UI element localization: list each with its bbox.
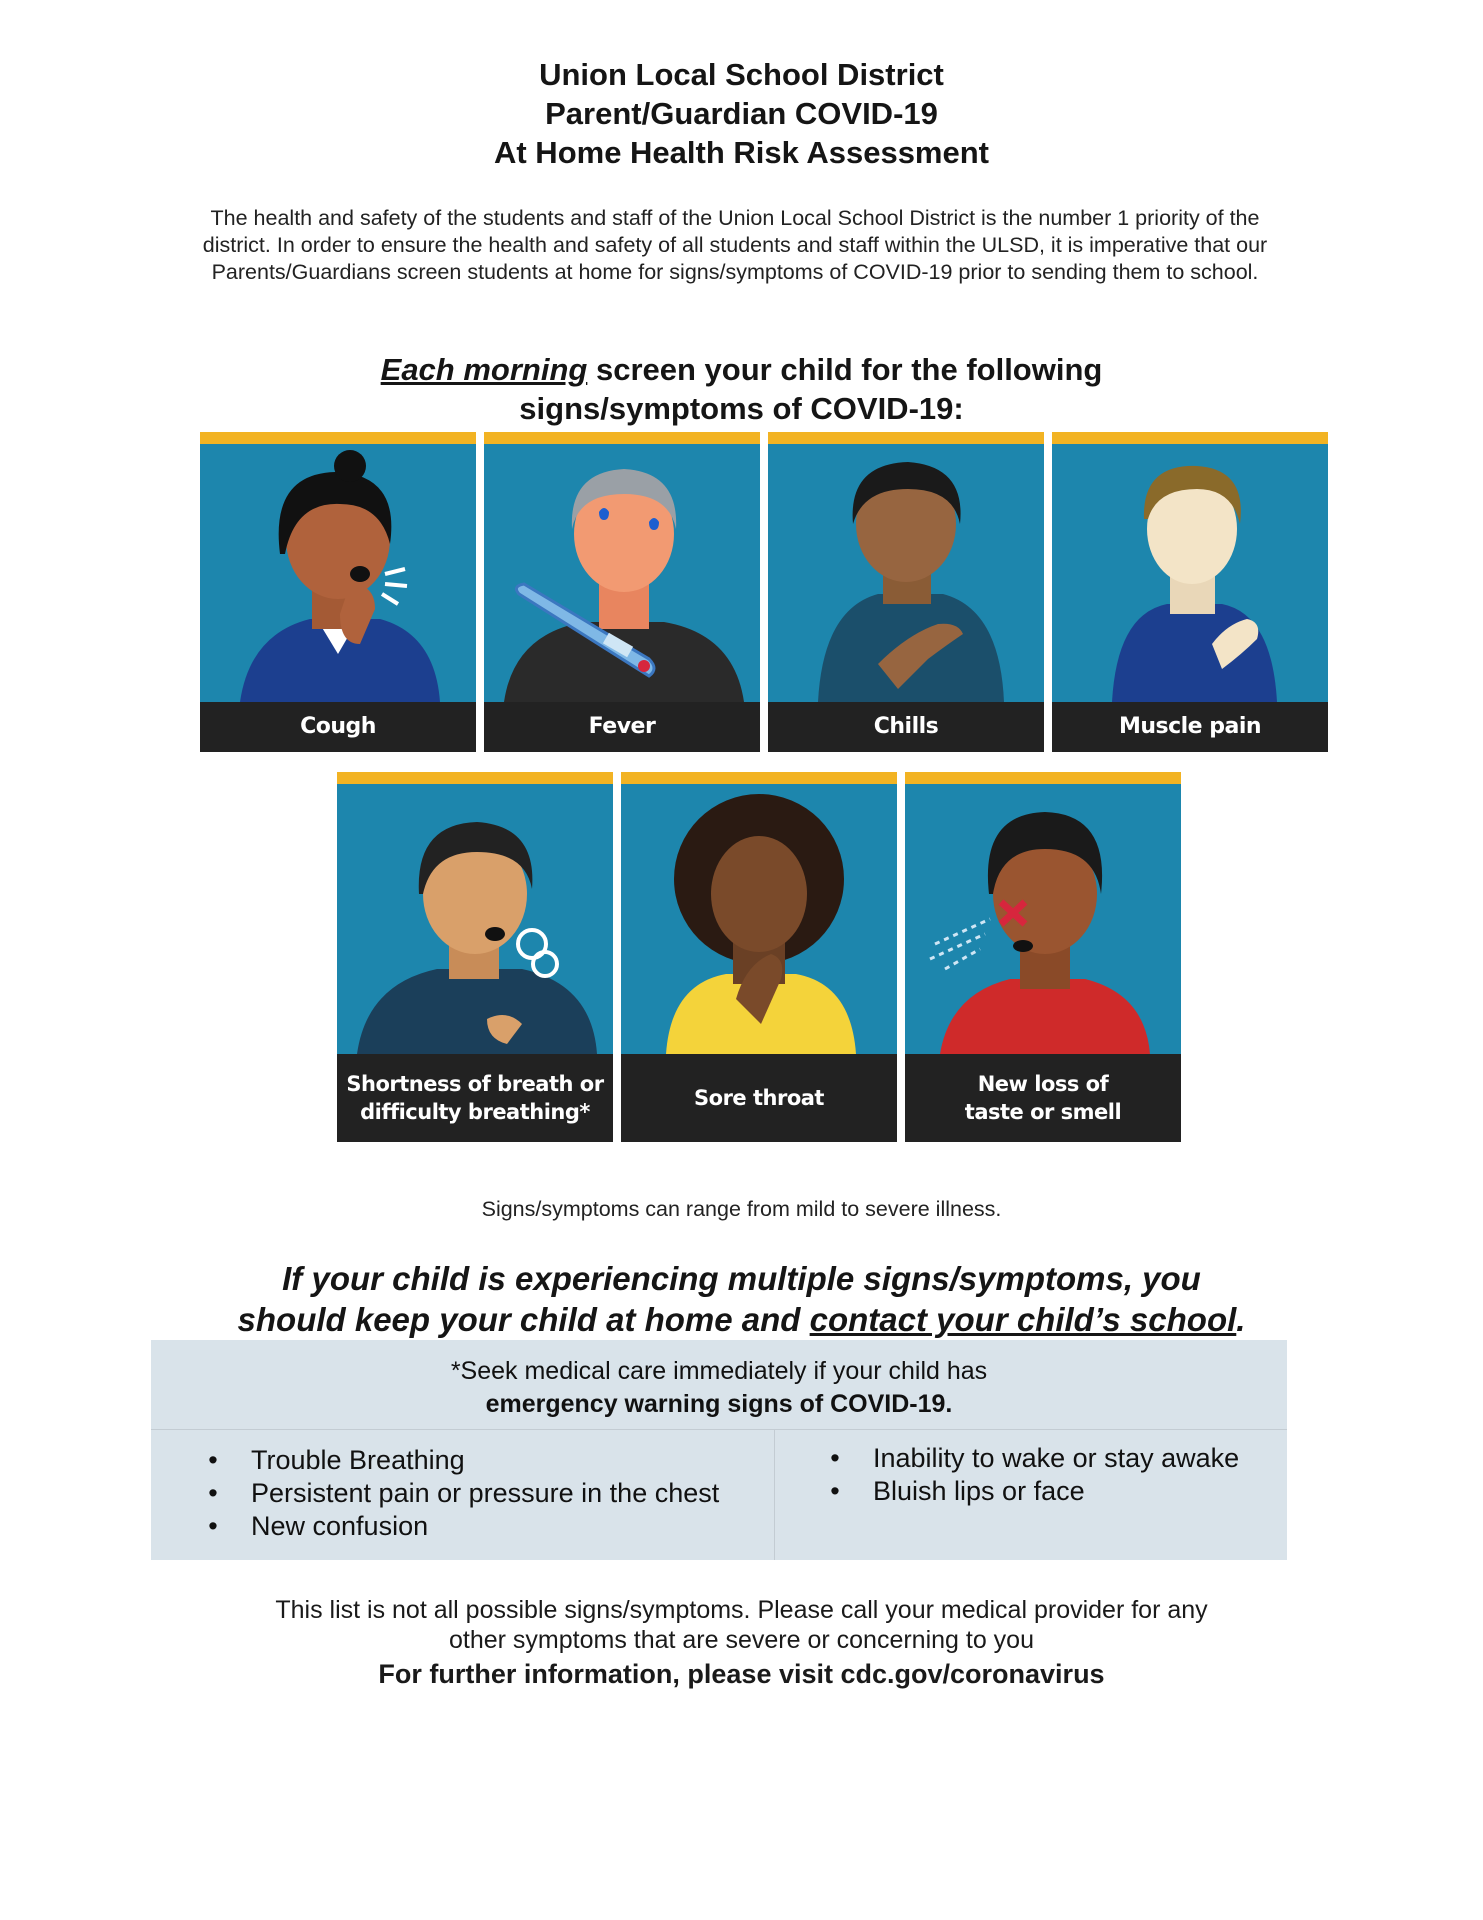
list-item [203,1477,719,1510]
card-accent-bar [484,432,760,444]
fever-illustration [484,444,760,702]
chills-illustration [768,444,1044,702]
screening-heading-line2: signs/symptoms of COVID-19: [519,391,964,426]
symptom-card-fever [484,432,760,752]
emergency-warning-box [151,1340,1287,1560]
list-item-text: New confusion [251,1511,429,1541]
list-item-text: Persistent pain or pressure in the chest [251,1478,720,1508]
list-item [203,1444,719,1477]
loss-of-taste-illustration [905,784,1181,1054]
card-accent-bar [200,432,476,444]
symptom-label-taste-line2: taste or smell [964,1100,1122,1124]
bullet: • [830,1443,840,1473]
list-item [825,1442,1239,1475]
footer [0,1595,1483,1689]
warning-line2-end: . [1236,1301,1246,1338]
symptom-label-loss-of-taste-smell [905,1054,1181,1142]
symptom-label-shortness-line2: difficulty breathing* [360,1100,590,1124]
list-item-text: Trouble Breathing [251,1445,465,1475]
screening-heading-rest: screen your child for the following [587,352,1103,387]
bullet: • [208,1478,218,1508]
symptom-card-cough [200,432,476,752]
sore-throat-illustration [621,784,897,1054]
footer-line2: other symptoms that are severe or concerning to you [448,1626,1034,1654]
symptom-label-muscle-pain: Muscle pain [1052,702,1328,752]
symptom-label-sore-throat: Sore throat [621,1054,897,1142]
bullet: • [830,1476,840,1506]
muscle-pain-illustration [1052,444,1328,702]
title-line-subject: Parent/Guardian COVID-19 [545,96,938,131]
list-item-text: Bluish lips or face [873,1476,1085,1506]
symptom-card-sore-throat [621,772,897,1142]
warning-line2-start: should keep your child at home and [237,1301,810,1338]
card-accent-bar [768,432,1044,444]
contact-school-link: contact your child’s school [809,1301,1237,1338]
footer-cdc-info: For further information, please visit cdc.gov/coronavirus [378,1659,1105,1689]
stay-home-warning [0,1258,1483,1340]
bullet: • [208,1511,218,1541]
symptom-card-shortness-of-breath [337,772,613,1142]
symptom-label-taste-line1: New loss of [977,1072,1109,1096]
emergency-list-left [203,1444,719,1543]
emergency-list-right [825,1442,1239,1508]
screening-emphasis: Each morning [380,352,588,387]
bullet: • [208,1445,218,1475]
symptom-label-fever: Fever [484,702,760,752]
list-item [825,1475,1239,1508]
emergency-heading-line1: *Seek medical care immediately if your child has [450,1357,988,1385]
symptom-label-shortness-of-breath [337,1054,613,1142]
emergency-heading [151,1340,1287,1430]
symptom-label-cough: Cough [200,702,476,752]
symptom-card-muscle-pain [1052,432,1328,752]
title-line-district: Union Local School District [539,57,944,92]
column-divider [774,1430,775,1560]
document-title [0,55,1483,172]
cough-illustration [200,444,476,702]
emergency-heading-line2: emergency warning signs of COVID-19. [485,1390,953,1418]
title-line-assessment: At Home Health Risk Assessment [493,135,990,170]
symptom-card-chills [768,432,1044,752]
shortness-of-breath-illustration [337,784,613,1054]
intro-paragraph: The health and safety of the students and staff of the Union Local School District is the number 1 priority of the district. In order to ensure the health and safety of all students and staff within the ULSD, it is imperative that our Parents/Guardians screen students at home for signs/symptoms of COVID-19 prior to sending them to school. [202,206,1268,284]
warning-line1: If your child is experiencing multiple signs/symptoms, you [282,1260,1201,1297]
footer-line1: This list is not all possible signs/symptoms. Please call your medical provider for any [275,1596,1208,1624]
card-accent-bar [621,772,897,784]
severity-note: Signs/symptoms can range from mild to severe illness. [481,1197,1002,1221]
symptom-label-shortness-line1: Shortness of breath or [346,1072,604,1096]
symptom-card-loss-of-taste-smell [905,772,1181,1142]
list-item-text: Inability to wake or stay awake [873,1443,1240,1473]
screening-heading [0,350,1483,428]
card-accent-bar [1052,432,1328,444]
card-accent-bar [337,772,613,784]
symptom-label-chills: Chills [768,702,1044,752]
card-accent-bar [905,772,1181,784]
list-item [203,1510,719,1543]
